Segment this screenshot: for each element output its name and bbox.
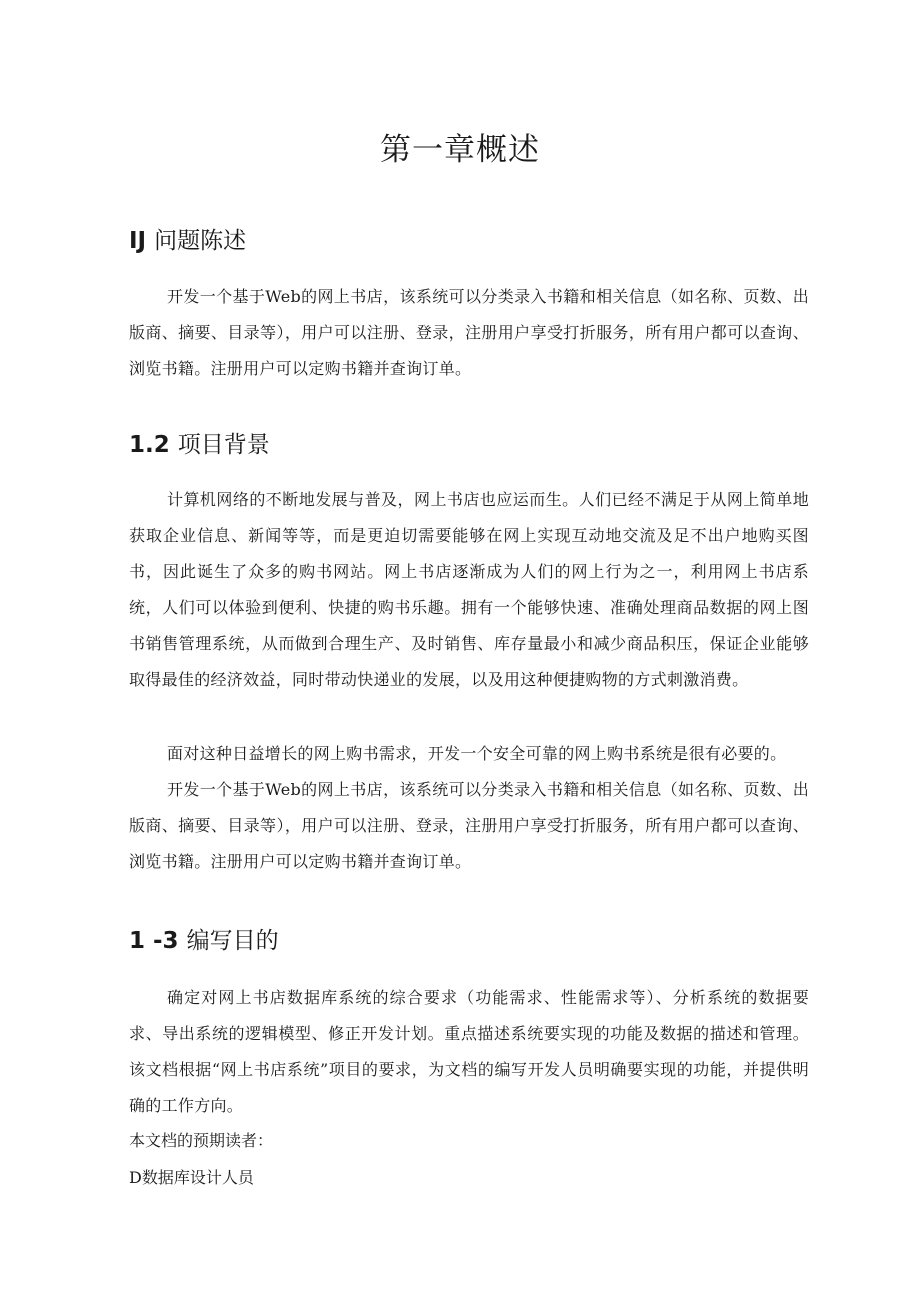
section-title: 问题陈述: [154, 228, 247, 254]
section-number: 1 -3: [129, 928, 179, 954]
paragraph: 计算机网络的不断地发展与普及，网上书店也应运而生。人们已经不满足于从网上简单地获取企业信息、新闻等等，而是更迫切需要能够在网上实现互动地交流及足不出户地购买图书，因此诞生了众多的购书网站。网上书店逐渐成为人们的网上行为之一，利用网上书店系统，人们可以体验到便利、快捷的购书乐趣。拥有一个能够快速、准确处理商品数据的网上图书销售管理系统，从而做到合理生产、及时销售、库存量最小和减少商品积压，保证企业能够取得最佳的经济效益，同时带动快递业的发展，以及用这种便捷购物的方式刺激消费。: [129, 490, 809, 689]
paragraph: 开发一个基于Web的网上书店，该系统可以分类录入书籍和相关信息（如名称、页数、出版商、摘要、目录等），用户可以注册、登录，注册用户享受打折服务，所有用户都可以查询、浏览书籍。注册用户可以定购书籍并查询订单。: [129, 287, 809, 378]
section-number: 1.2: [129, 432, 170, 458]
section-number: IJ: [129, 228, 147, 254]
section-heading-problem: [129, 222, 246, 255]
section-title: 编写目的: [186, 928, 279, 954]
section-heading-purpose: [129, 922, 279, 955]
paragraph: 开发一个基于Web的网上书店，该系统可以分类录入书籍和相关信息（如名称、页数、出版商、摘要、目录等），用户可以注册、登录，注册用户享受打折服务，所有用户都可以查询、浏览书籍。注册用户可以定购书籍并查询订单。: [129, 780, 809, 871]
paragraph: 确定对网上书店数据库系统的综合要求（功能需求、性能需求等）、分析系统的数据要求、导出系统的逻辑模型、修正开发计划。重点描述系统要实现的功能及数据的描述和管理。该文档根据“网上书店系统”项目的要求，为文档的编写开发人员明确要实现的功能，并提供明确的工作方向。: [129, 988, 809, 1115]
reader-list-item: D数据库设计人员: [129, 1168, 254, 1187]
section-title: 项目背景: [177, 432, 270, 458]
section-heading-background: [129, 426, 270, 459]
paragraph: 面对这种日益增长的网上购书需求，开发一个安全可靠的网上购书系统是很有必要的。: [167, 744, 787, 763]
chapter-title: 第一章概述: [380, 132, 540, 168]
reader-intro-line: 本文档的预期读者：: [129, 1131, 274, 1150]
